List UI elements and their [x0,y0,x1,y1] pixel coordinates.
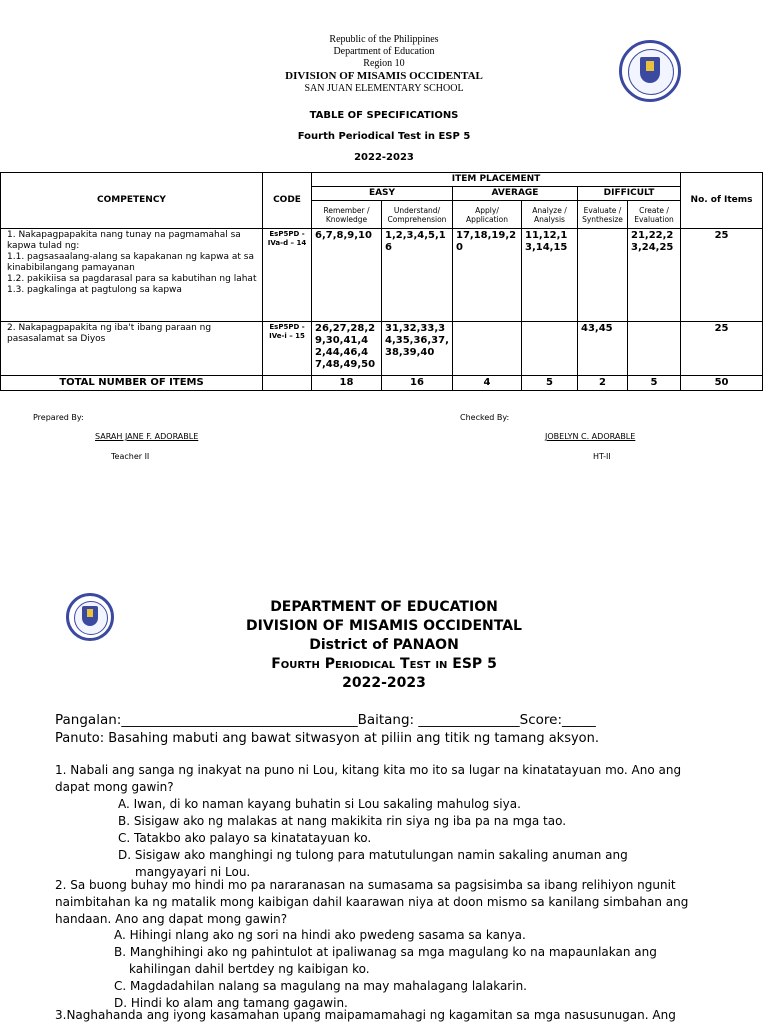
sub-header-understand: Understand/ Comprehension [382,201,453,229]
header-line-republic: Republic of the Philippines [329,34,439,45]
items-understand: 31,32,33,34,35,36,37,38,39,40 [382,322,453,376]
instructions: Panuto: Basahing mabuti ang bawat sitwasyon at piliin ang titik ng tamang aksyon. [55,731,599,746]
totals-apply: 4 [453,376,522,391]
col-header-competency: COMPETENCY [1,173,263,229]
sub-header-evaluate: Evaluate / Synthesize [578,201,628,229]
col-header-item-placement: ITEM PLACEMENT [312,173,681,187]
checked-by-label: Checked By: [460,413,510,422]
question-text-line: 2. Sa buong buhay mo hindi mo pa nararanasan na sumasama sa pagsisimba sa ibang relihiyon ngunit [55,878,676,892]
question-2-options [114,927,754,1012]
option-b: B. Manghihingi ako ng pahintulot at ipaliwanag sa mga magulang ko na mapaunlakan ang [114,945,657,959]
items-apply [453,322,522,376]
totals-row [1,376,763,391]
tos-subtitle: Fourth Periodical Test in ESP 5 [297,131,471,142]
prepared-by-title: Teacher II [111,452,150,461]
items-create: 21,22,23,24,25 [628,229,681,322]
header-division: DIVISION OF MISAMIS OCCIDENTAL [285,70,483,82]
items-apply: 17,18,19,20 [453,229,522,322]
table-row [1,229,763,322]
col-header-difficult: DIFFICULT [578,187,681,201]
col-header-no-items: No. of Items [681,173,763,229]
competency-line: 1.2. pakikiisa sa pagdarasal para sa kabutihan ng lahat [7,274,257,284]
test-title-year: 2022-2023 [342,675,426,691]
test-title-division: DIVISION OF MISAMIS OCCIDENTAL [246,618,522,634]
items-create [628,322,681,376]
items-total: 25 [681,322,763,376]
question-text-line: dapat mong gawin? [55,780,174,794]
option-b: B. Sisigaw ako ng malakas at nang makikita rin siya ng iba pa na mga tao. [118,814,567,828]
items-understand: 1,2,3,4,5,16 [382,229,453,322]
tos-title: TABLE OF SPECIFICATIONS [309,110,459,121]
totals-remember: 18 [312,376,382,391]
competency-line: 1. Nakapagpapakita nang tunay na pagmamahal sa kapwa tulad ng: [7,230,241,251]
student-info-line: Pangalan:___________________________________Baitang: _______________Score:_____ [55,712,596,728]
option-d: D. Sisigaw ako manghingi ng tulong para matutulungan namin sakaling anuman ang [118,848,628,862]
option-b-continued: kahilingan dahil bertdey ng kaibigan ko. [129,962,370,976]
option-c: C. Magdadahilan nalang sa magulang na may mahalagang lalakarin. [114,979,527,993]
specifications-table [0,172,763,391]
question-text-line: handaan. Ano ang dapat mong gawin? [55,912,288,926]
competency-line: 1.3. pagkalinga at pagtulong sa kapwa [7,285,182,295]
deped-seal-icon [619,40,681,102]
items-total: 25 [681,229,763,322]
test-title-district: District of PANAON [309,637,459,653]
code-cell: EsP5PD - IVa-d – 14 [263,229,312,322]
question-1-options [118,796,758,881]
question-text-line: naimbitahan ka ng matalik mong kaibigan dahil kaarawan niya at doon mismo sa kanilang simbahan ang [55,895,689,909]
table-row [1,322,763,376]
totals-create: 5 [628,376,681,391]
totals-analyze: 5 [522,376,578,391]
col-header-easy: EASY [312,187,453,201]
competency-cell [1,229,263,322]
option-c: C. Tatakbo ako palayo sa kinatatayuan ko. [118,831,372,845]
col-header-code: CODE [263,173,312,229]
items-remember: 26,27,28,29,30,41,42,44,46,47,48,49,50 [312,322,382,376]
totals-total: 50 [681,376,763,391]
option-a: A. Hihingi nlang ako ng sori na hindi ako pwedeng sasama sa kanya. [114,928,526,942]
items-analyze: 11,12,13,14,15 [522,229,578,322]
header-school: SAN JUAN ELEMENTARY SCHOOL [304,83,464,94]
header-line-region: Region 10 [363,58,405,69]
competency-line: 2. Nakapagpapakita ng iba't ibang paraan ng pasasalamat sa Diyos [7,323,212,344]
header-line-deped: Department of Education [333,46,435,57]
code-cell: EsP5PD - IVe-i – 15 [263,322,312,376]
question-3: 3.Naghahanda ang iyong kasamahan upang maipamamahagi ng kagamitan sa mga nasusunugan. Ang [55,1008,676,1022]
checked-by-name: JOBELYN C. ADORABLE [545,432,636,441]
totals-label: TOTAL NUMBER OF ITEMS [1,376,263,391]
prepared-by-label: Prepared By: [33,413,84,422]
option-d: D. Hindi ko alam ang tamang gagawin. [114,996,348,1010]
sub-header-apply: Apply/ Application [453,201,522,229]
sub-header-remember: Remember / Knowledge [312,201,382,229]
sub-header-analyze: Analyze / Analysis [522,201,578,229]
test-title-deped: DEPARTMENT OF EDUCATION [270,599,498,615]
option-a: A. Iwan, di ko naman kayang buhatin si Lou sakaling mahulog siya. [118,797,521,811]
question-text-line: 1. Nabali ang sanga ng inakyat na puno ni Lou, kitang kita mo ito sa lugar na kinatatayuan mo. Ano ang [55,763,682,777]
competency-cell [1,322,263,376]
sub-header-create: Create / Evaluation [628,201,681,229]
col-header-average: AVERAGE [453,187,578,201]
items-evaluate: 43,45 [578,322,628,376]
tos-year: 2022-2023 [354,152,414,163]
option-d-continued: mangyayari ni Lou. [135,865,251,879]
items-analyze [522,322,578,376]
test-title-exam: Fourth Periodical Test in ESP 5 [271,656,497,672]
question-2 [55,877,765,928]
items-evaluate [578,229,628,322]
totals-understand: 16 [382,376,453,391]
prepared-by-name: SARAH JANE F. ADORABLE [95,432,199,441]
totals-evaluate: 2 [578,376,628,391]
competency-line: 1.1. pagsasaalang-alang sa kapakanan ng kapwa at sa kinabibilangang pamayanan [7,252,255,273]
items-remember: 6,7,8,9,10 [312,229,382,322]
totals-code [263,376,312,391]
question-1 [55,762,755,796]
checked-by-title: HT-II [593,452,611,461]
